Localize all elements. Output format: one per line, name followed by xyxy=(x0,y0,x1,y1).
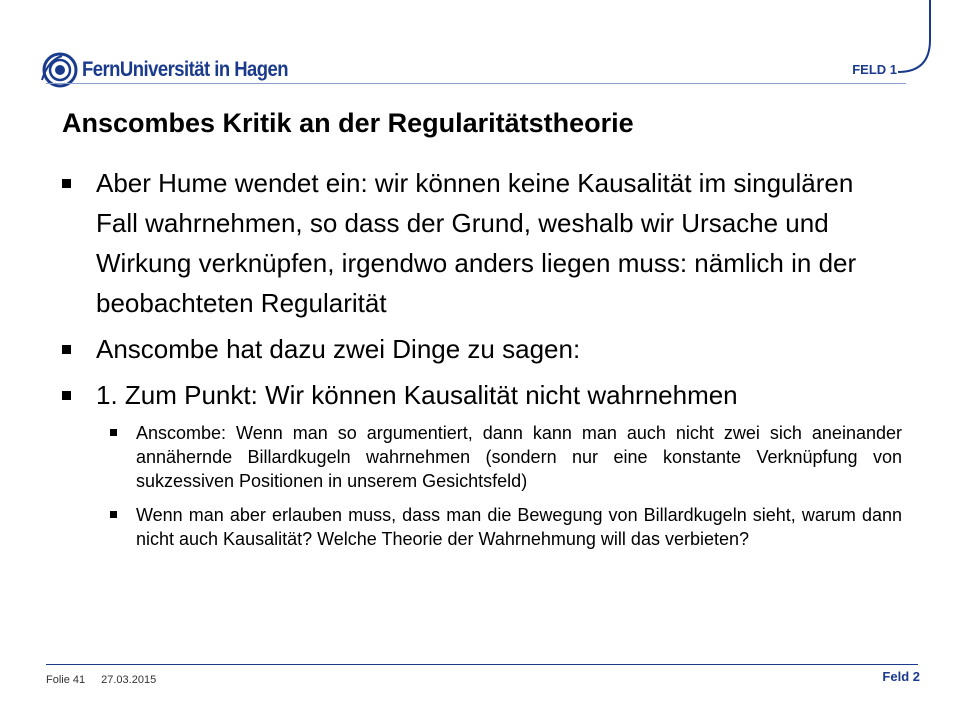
bullet-item xyxy=(62,375,902,415)
sub-bullet-item xyxy=(110,421,902,493)
sub-bullet-item xyxy=(110,503,902,551)
slide-title: Anscombes Kritik an der Regularitätstheorie xyxy=(62,108,634,138)
footer-divider xyxy=(46,664,918,665)
feld-top-label: FELD 1 xyxy=(852,62,897,77)
bullet-text: Aber Hume wendet ein: wir können keine Kausalität im singulären Fall wahrnehmen, so dass der Grund, weshalb wir Ursache und Wirkung verknüpfen, irgendwo anders liegen muss: nämlich in der beobachteten Regularität xyxy=(96,168,857,318)
slide-number: Folie 41 xyxy=(46,674,86,686)
footer-info xyxy=(46,674,156,686)
bullet-text: 1. Zum Punkt: Wir können Kausalität nicht wahrnehmen xyxy=(96,380,738,410)
bullet-item xyxy=(62,163,902,323)
university-logo xyxy=(38,50,316,90)
logo-globe-icon xyxy=(38,50,78,90)
sub-bullet-text: Anscombe: Wenn man so argumentiert, dann kann man auch nicht zwei sich aneinander annähernde Billardkugeln wahrnehmen (sondern nur eine konstante Verknüpfung von sukzessiven Positionen in unserem Gesichtsfeld) xyxy=(136,423,902,491)
bullet-item xyxy=(62,329,902,369)
feld-bottom-label: Feld 2 xyxy=(882,669,920,684)
sub-bullet-square-icon xyxy=(110,429,117,436)
header-divider xyxy=(46,83,906,84)
sub-bullet-text: Wenn man aber erlauben muss, dass man die Bewegung von Billardkugeln sieht, warum dann nicht auch Kausalität? Welche Theorie der Wahrnehmung will das verbieten? xyxy=(136,505,902,549)
slide-date: 27.03.2015 xyxy=(101,674,157,686)
sub-bullet-square-icon xyxy=(110,511,117,518)
bullet-text: Anscombe hat dazu zwei Dinge zu sagen: xyxy=(96,334,581,364)
bullet-square-icon xyxy=(62,391,71,400)
bullet-square-icon xyxy=(62,179,71,188)
bullet-square-icon xyxy=(62,345,71,354)
logo-text: FernUniversität in Hagen xyxy=(82,58,289,81)
slide-content xyxy=(62,163,902,561)
